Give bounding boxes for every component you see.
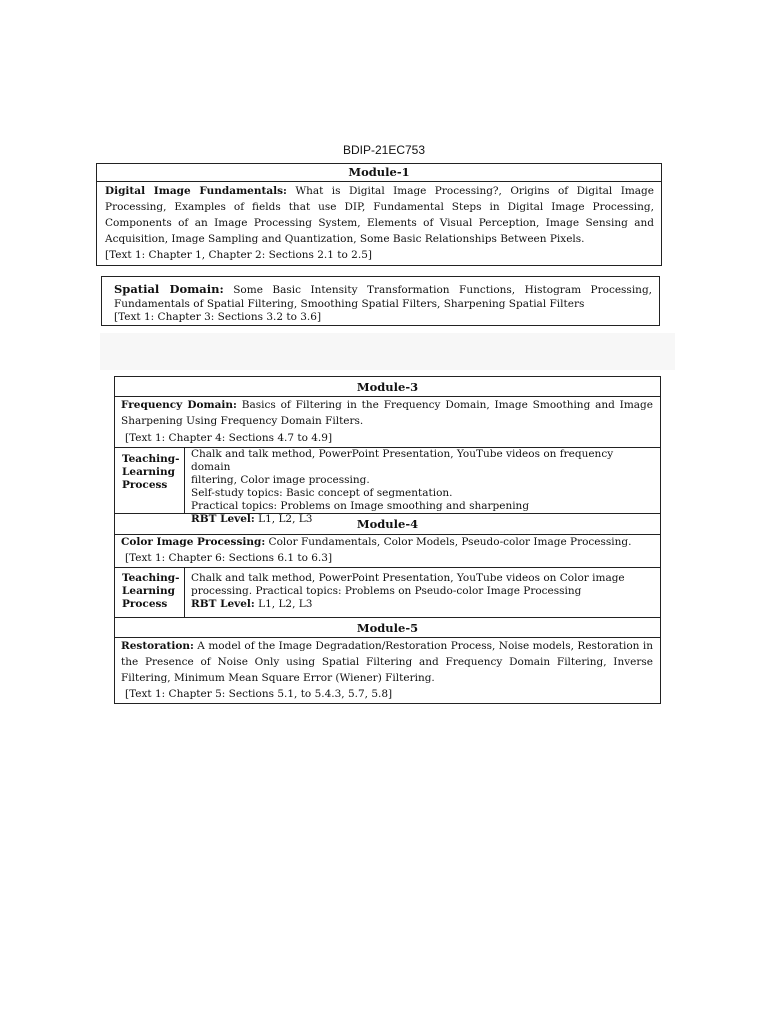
module-1-reference: [Text 1: Chapter 1, Chapter 2: Sections 2.1 to 2.5]: [105, 249, 372, 261]
tl-line: Chalk and talk method, PowerPoint Presentation, YouTube videos on Color image: [191, 572, 625, 584]
module-4-reference: [Text 1: Chapter 6: Sections 6.1 to 6.3]: [125, 552, 333, 564]
module-1-topic-heading: Digital Image Fundamentals:: [105, 185, 287, 197]
tl-label-line: Teaching-: [122, 572, 180, 584]
modules-3-5-table: [114, 376, 661, 704]
tl-label-line: Process: [122, 598, 168, 610]
module-5-topic: [115, 638, 660, 686]
module-3-topic-heading: Frequency Domain:: [121, 399, 237, 411]
module-1-divider: [97, 181, 661, 182]
module-5-title: Module-5: [356, 621, 419, 635]
rbt-label: RBT Level:: [191, 513, 255, 525]
module-4-topic-heading: Color Image Processing:: [121, 536, 266, 548]
tl-label-line: Process: [122, 479, 168, 491]
module-5-topic-heading: Restoration:: [121, 640, 194, 652]
module-1-box: [96, 163, 662, 266]
course-code-header: BDIP-21EC753: [342, 143, 426, 157]
tl-line: processing. Practical topics: Problems on Pseudo-color Image Processing: [191, 585, 582, 597]
module-3-tl-label: [115, 453, 184, 492]
module-3-reference: [Text 1: Chapter 4: Sections 4.7 to 4.9]: [125, 432, 333, 444]
module-2-topic-text: Some Basic Intensity Transformation Functions, Histogram Processing, Fundamentals of Spatial Filtering, Smoothing Spatial Filters, Sharpening Spatial Filters: [114, 284, 652, 310]
rbt-value: L1, L2, L3: [254, 598, 313, 610]
module-4-tl-body: [184, 567, 660, 617]
module-2-topic: [102, 283, 659, 311]
module-1-topic: [97, 183, 661, 247]
module-4-topic-text: Color Fundamentals, Color Models, Pseudo-color Image Processing.: [265, 536, 632, 548]
tl-label-line: Learning: [122, 466, 175, 478]
module-4-rbt-level: [191, 598, 654, 611]
module-3-topic: [115, 397, 660, 429]
module-2-box: [101, 276, 660, 326]
tl-label-line: Learning: [122, 585, 175, 597]
rbt-value: L1, L2, L3: [254, 513, 313, 525]
module-3-title: Module-3: [356, 380, 419, 394]
scan-shading: [100, 333, 675, 370]
module-3-topic-text: Basics of Filtering in the Frequency Domain, Image Smoothing and Image Sharpening Using Frequency Domain Filters.: [121, 399, 653, 427]
module-5-top-divider: [115, 617, 660, 618]
tl-line: Practical topics: Problems on Image smoothing and sharpening: [191, 500, 530, 512]
module-4-title: Module-4: [356, 517, 419, 531]
module-2-topic-heading: Spatial Domain:: [114, 282, 224, 296]
rbt-label: RBT Level:: [191, 598, 255, 610]
module-2-reference: [Text 1: Chapter 3: Sections 3.2 to 3.6]: [114, 311, 322, 323]
module-4-teaching-learning-row: [115, 567, 660, 617]
module-1-topic-text: What is Digital Image Processing?, Origins of Digital Image Processing, Examples of fields that use DIP, Fundamental Steps in Digital Image Processing, Components of an Image Processing System, Elements of Visual Perception, Image Sensing and Acquisition, Image Sampling and Quantization, Some Basic Relationships Between Pixels.: [105, 185, 654, 245]
tl-label-line: Teaching-: [122, 453, 180, 465]
module-1-title: Module-1: [348, 165, 410, 179]
tl-line: filtering, Color image processing.: [191, 474, 370, 486]
module-4-tl-label: [115, 572, 184, 611]
module-4-topic: [115, 534, 660, 550]
tl-line: Self-study topics: Basic concept of segmentation.: [191, 487, 453, 499]
module-5-reference: [Text 1: Chapter 5: Sections 5.1, to 5.4.3, 5.7, 5.8]: [125, 688, 393, 700]
module-5-topic-text: A model of the Image Degradation/Restoration Process, Noise models, Restoration in the Presence of Noise Only using Spatial Filtering and Frequency Domain Filtering, Inverse Filtering, Minimum Mean Square Error (Wiener) Filtering.: [121, 640, 653, 684]
module-4-top-divider: [115, 513, 660, 514]
tl-line: Chalk and talk method, PowerPoint Presentation, YouTube videos on frequency domain: [191, 448, 614, 473]
